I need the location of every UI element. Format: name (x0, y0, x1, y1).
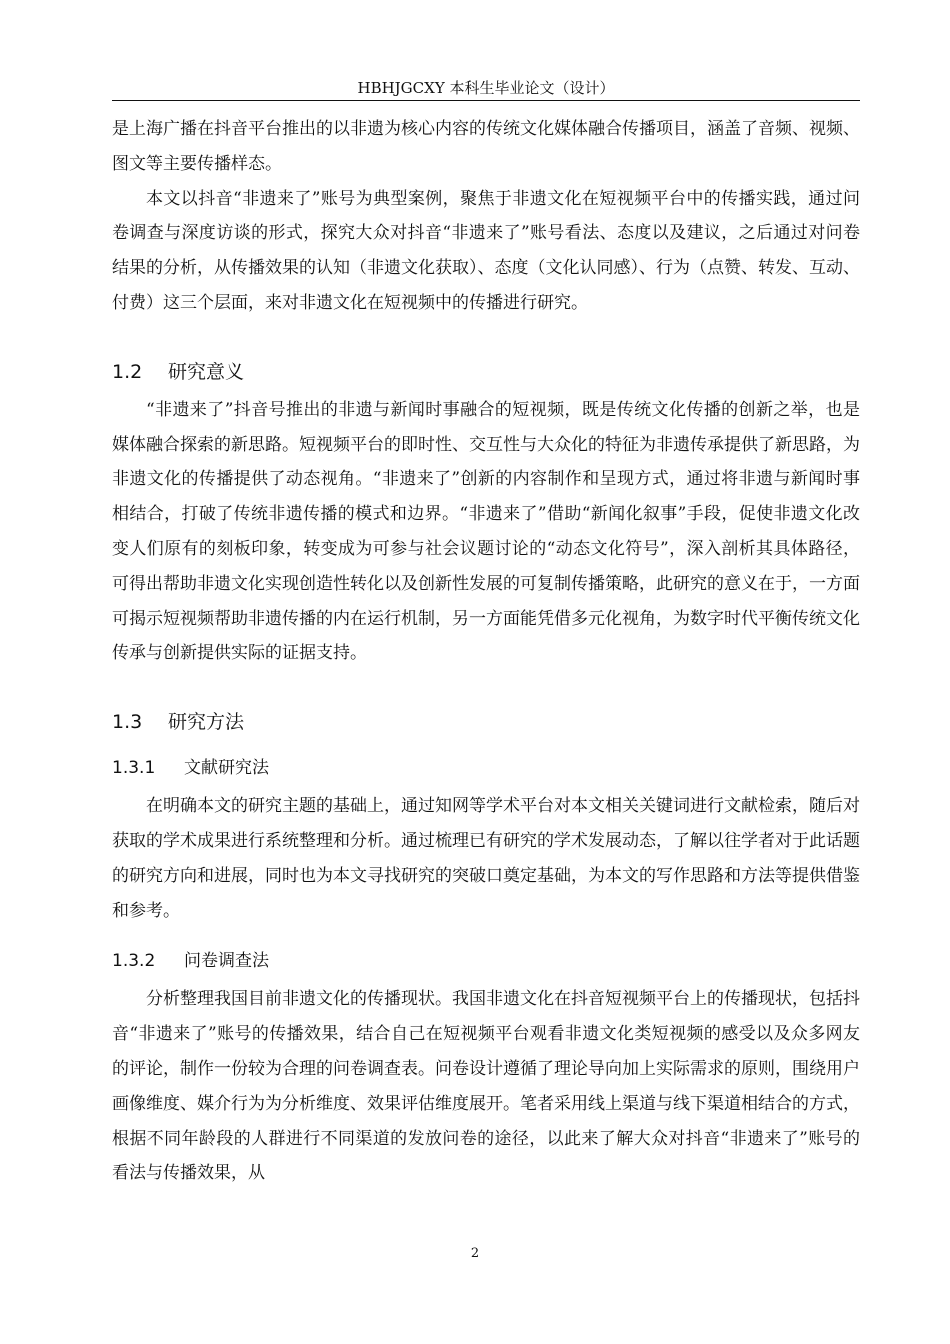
header-rule (112, 100, 860, 101)
subsection-heading-1-3-1 (112, 751, 860, 785)
subsection-title: 问卷调查法 (184, 951, 269, 972)
page-number: 2 (470, 1246, 480, 1261)
section-heading-1-2 (112, 355, 860, 389)
section-number: 1.2 (112, 360, 143, 383)
section-title: 研究方法 (168, 711, 245, 734)
subsection-heading-1-3-2 (112, 944, 860, 978)
page-body (112, 112, 860, 1191)
section-title: 研究意义 (168, 360, 245, 383)
section-number: 1.3 (112, 711, 143, 734)
literature-method-paragraph: 在明确本文的研究主题的基础上，通过知网等学术平台对本文相关关键词进行文献检索，随后对获取的学术成果进行系统整理和分析。通过梳理已有研究的学术发展动态，了解以往学者对于此话题的研究方向和进展，同时也为本文寻找研究的突破口奠定基础，为本文的写作思路和方法等提供借鉴和参考。 (112, 796, 860, 921)
significance-paragraph: “非遗来了”抖音号推出的非遗与新闻时事融合的短视频，既是传统文化传播的创新之举，也是媒体融合探索的新思路。短视频平台的即时性、交互性与大众化的特征为非遗传承提供了新思路，为非遗文化的传播提供了动态视角。“非遗来了”创新的内容制作和呈现方式，通过将非遗与新闻时事相结合，打破了传统非遗传播的模式和边界。“非遗来了”借助“新闻化叙事”手段，促使非遗文化改变人们原有的刻板印象，转变成为可参与社会议题讨论的“动态文化符号”，深入剖析其具体路径，可得出帮助非遗文化实现创造性转化以及创新性发展的可复制传播策略，此研究的意义在于，一方面可揭示短视频帮助非遗传播的内在运行机制，另一方面能凭借多元化视角，为数字时代平衡传统文化传承与创新提供实际的证据支持。 (112, 399, 860, 664)
subsection-number: 1.3.2 (112, 951, 156, 972)
running-header: HBHJGCXY 本科生毕业论文（设计） (357, 79, 615, 97)
intro-paragraph: 本文以抖音“非遗来了”账号为典型案例，聚焦于非遗文化在短视频平台中的传播实践，通过问卷调查与深度访谈的形式，探究大众对抖音“非遗来了”账号看法、态度以及建议，之后通过对问卷结果的分析，从传播效果的认知（非遗文化获取）、态度（文化认同感）、行为（点赞、转发、互动、付费）这三个层面，来对非遗文化在短视频中的传播进行研究。 (112, 188, 860, 313)
section-heading-1-3 (112, 705, 860, 739)
intro-paragraph-continued: 是上海广播在抖音平台推出的以非遗为核心内容的传统文化媒体融合传播项目，涵盖了音频、视频、图文等主要传播样态。 (112, 119, 860, 174)
survey-method-paragraph: 分析整理我国目前非遗文化的传播现状。我国非遗文化在抖音短视频平台上的传播现状，包括抖音“非遗来了”账号的传播效果，结合自己在短视频平台观看非遗文化类短视频的感受以及众多网友的评论，制作一份较为合理的问卷调查表。问卷设计遵循了理论导向加上实际需求的原则，围绕用户画像维度、媒介行为为分析维度、效果评估维度展开。笔者采用线上渠道与线下渠道相结合的方式，根据不同年龄段的人群进行不同渠道的发放问卷的途径，以此来了解大众对抖音“非遗来了”账号的看法与传播效果，从 (112, 989, 860, 1184)
subsection-number: 1.3.1 (112, 758, 156, 779)
subsection-title: 文献研究法 (184, 758, 269, 779)
